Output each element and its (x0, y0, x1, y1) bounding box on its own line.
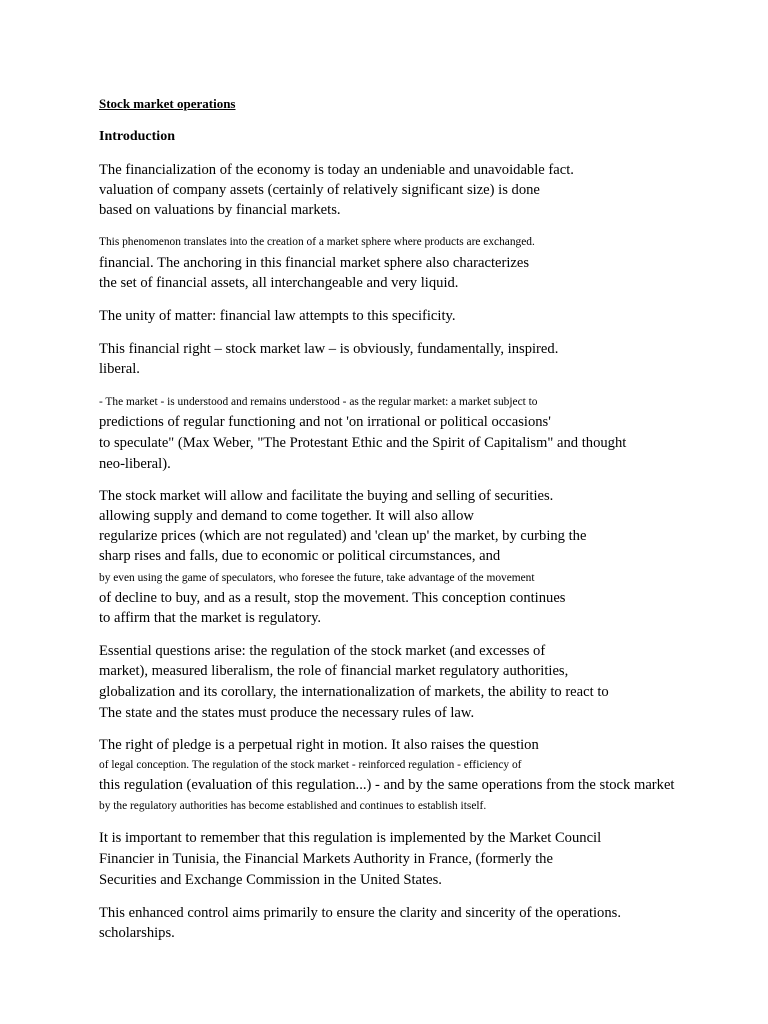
text-line: This enhanced control aims primarily to ensure the clarity and sincerity of the operations. (99, 905, 621, 921)
text-line: The stock market will allow and facilitate the buying and selling of securities. (99, 488, 554, 504)
text-line: valuation of company assets (certainly of relatively significant size) is done (99, 182, 540, 198)
text-line: financial. The anchoring in this financial market sphere also characterizes (99, 255, 530, 271)
text-line: based on valuations by financial markets. (99, 202, 341, 218)
text-line: The unity of matter: financial law attempts to this specificity. (99, 308, 456, 324)
document-title: Stock market operations (99, 96, 236, 111)
text-line: by the regulatory authorities has become established and continues to establish itself. (99, 800, 487, 812)
text-line: The right of pledge is a perpetual right in motion. It also raises the question (99, 737, 539, 753)
text-line: Financier in Tunisia, the Financial Markets Authority in France, (formerly the (99, 851, 553, 867)
text-line: globalization and its corollary, the internationalization of markets, the ability to react to (99, 684, 609, 700)
text-line: The state and the states must produce the necessary rules of law. (99, 705, 475, 721)
text-line: scholarships. (99, 925, 175, 941)
text-line: This phenomenon translates into the creation of a market sphere where products are exchanged. (99, 236, 535, 248)
text-line: regularize prices (which are not regulated) and 'clean up' the market, by curbing the (99, 528, 587, 544)
text-line: It is important to remember that this regulation is implemented by the Market Council (99, 830, 602, 846)
text-line: neo-liberal). (99, 456, 171, 472)
text-line: to affirm that the market is regulatory. (99, 610, 322, 626)
text-line: sharp rises and falls, due to economic or political circumstances, and (99, 548, 501, 564)
text-line: allowing supply and demand to come together. It will also allow (99, 508, 474, 524)
text-line: predictions of regular functioning and not 'on irrational or political occasions' (99, 414, 551, 430)
text-line: this regulation (evaluation of this regulation...) - and by the same operations from the stock market (99, 777, 675, 793)
text-line: - The market - is understood and remains understood - as the regular market: a market subject to (99, 396, 538, 408)
text-line: This financial right – stock market law – is obviously, fundamentally, inspired. (99, 341, 559, 357)
text-line: The financialization of the economy is today an undeniable and unavoidable fact. (99, 162, 574, 178)
section-heading: Introduction (99, 129, 175, 144)
text-line: market), measured liberalism, the role of financial market regulatory authorities, (99, 663, 569, 679)
text-line: of decline to buy, and as a result, stop the movement. This conception continues (99, 590, 566, 606)
text-line: of legal conception. The regulation of the stock market - reinforced regulation - efficiency of (99, 759, 522, 771)
text-line: Securities and Exchange Commission in the United States. (99, 872, 442, 888)
text-line: to speculate" (Max Weber, "The Protestant Ethic and the Spirit of Capitalism" and thought (99, 435, 627, 451)
text-line: the set of financial assets, all interchangeable and very liquid. (99, 275, 459, 291)
text-line: liberal. (99, 361, 140, 377)
text-line: Essential questions arise: the regulation of the stock market (and excesses of (99, 643, 546, 659)
text-line: by even using the game of speculators, who foresee the future, take advantage of the movement (99, 572, 535, 584)
